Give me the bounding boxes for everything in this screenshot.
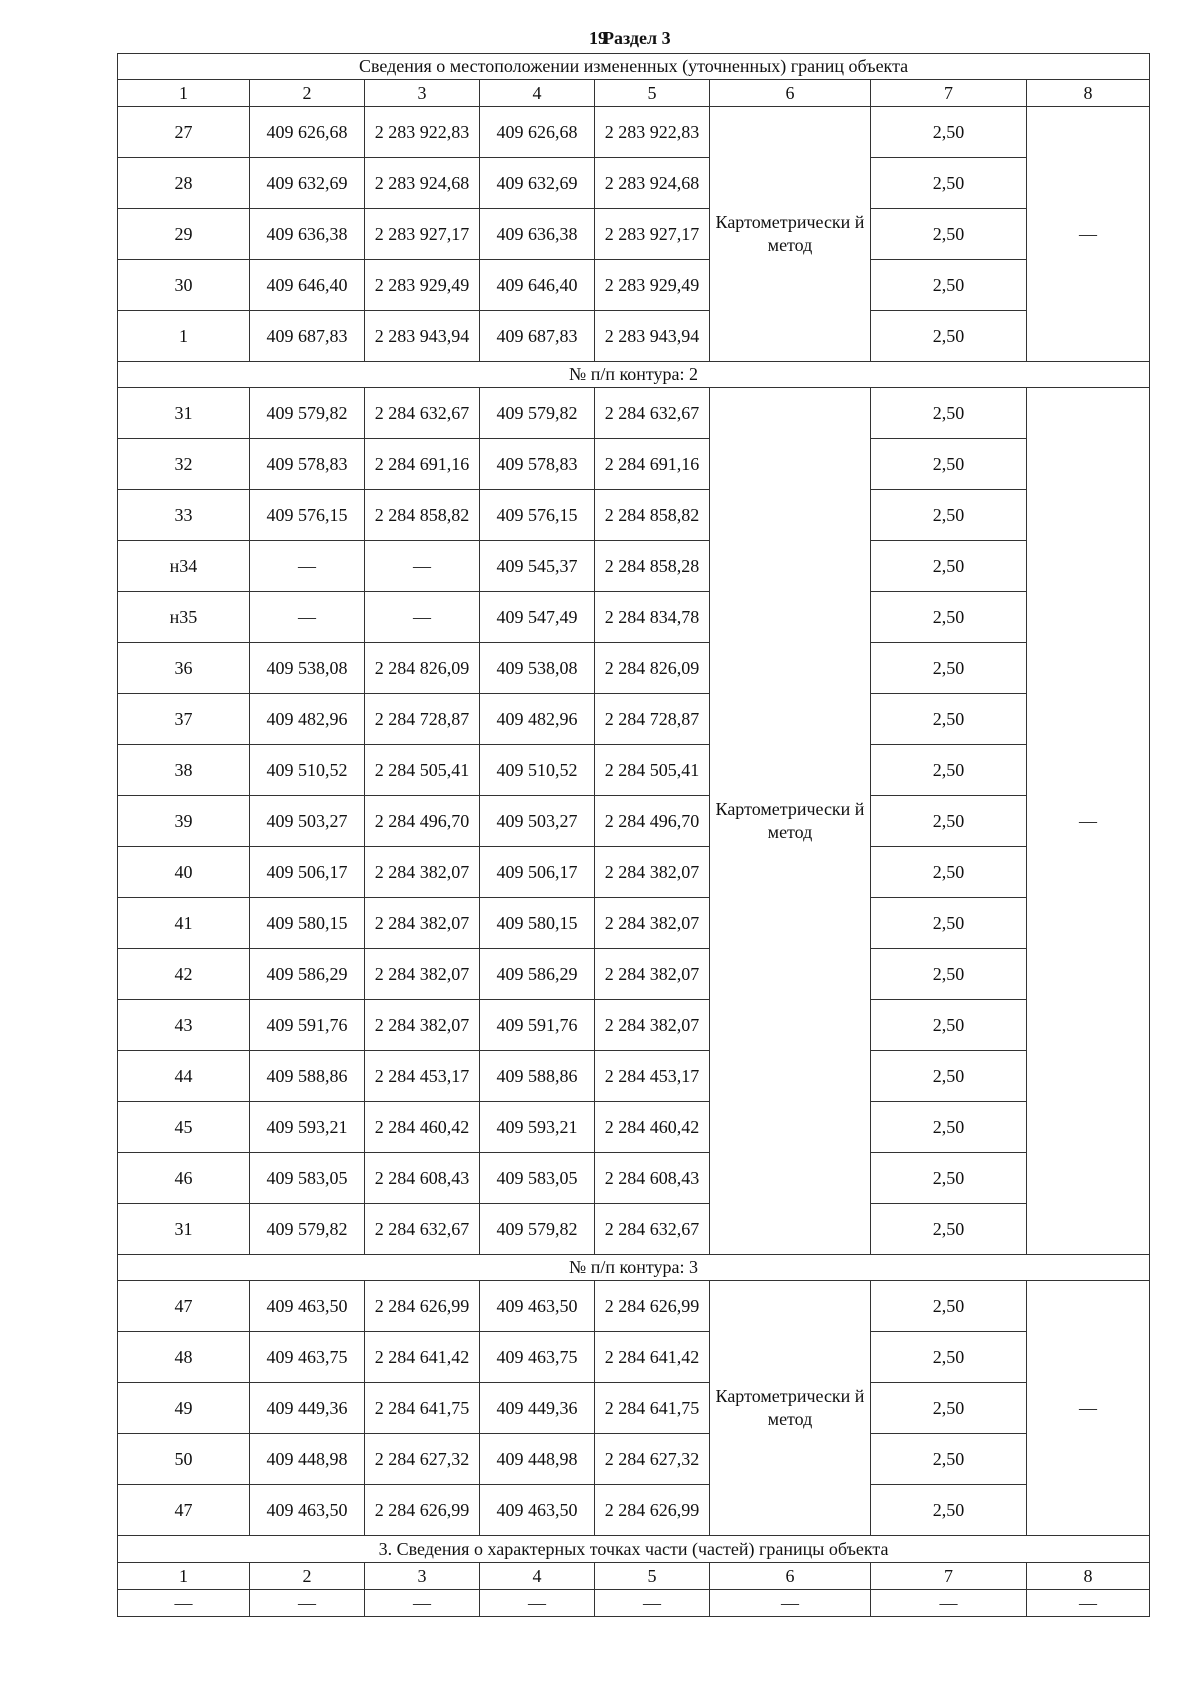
new-y: 2 284 382,07 [595, 949, 710, 1000]
old-y: 2 284 632,67 [365, 388, 480, 439]
new-y: 2 283 927,17 [595, 209, 710, 260]
boundary-points-table [117, 53, 1150, 1617]
new-y: 2 284 826,09 [595, 643, 710, 694]
empty-cell: — [365, 1590, 480, 1617]
new-x: 409 578,83 [480, 439, 595, 490]
table-title-row [118, 54, 1150, 80]
precision-value: 2,50 [871, 694, 1027, 745]
new-x: 409 449,36 [480, 1383, 595, 1434]
table-row [118, 1051, 1150, 1102]
old-x: 409 510,52 [250, 745, 365, 796]
method-cell: Картометрически й метод [710, 107, 871, 362]
new-y: 2 284 382,07 [595, 1000, 710, 1051]
old-y: 2 284 460,42 [365, 1102, 480, 1153]
new-x: 409 448,98 [480, 1434, 595, 1485]
column-number: 6 [710, 1563, 871, 1590]
contour-label: № п/п контура: 2 [118, 362, 1150, 388]
new-x: 409 463,50 [480, 1485, 595, 1536]
precision-value: 2,50 [871, 1051, 1027, 1102]
table-row [118, 1383, 1150, 1434]
point-number: 46 [118, 1153, 250, 1204]
table-row [118, 107, 1150, 158]
precision-value: 2,50 [871, 796, 1027, 847]
new-y: 2 283 922,83 [595, 107, 710, 158]
column-8-cell: — [1027, 388, 1150, 1255]
precision-value: 2,50 [871, 439, 1027, 490]
column-number: 7 [871, 1563, 1027, 1590]
point-number: 40 [118, 847, 250, 898]
table-row [118, 1281, 1150, 1332]
precision-value: 2,50 [871, 1102, 1027, 1153]
new-x: 409 636,38 [480, 209, 595, 260]
point-number: 33 [118, 490, 250, 541]
point-number: 50 [118, 1434, 250, 1485]
old-x: 409 538,08 [250, 643, 365, 694]
point-number: 41 [118, 898, 250, 949]
point-number: н34 [118, 541, 250, 592]
table-row [118, 311, 1150, 362]
new-y: 2 284 834,78 [595, 592, 710, 643]
new-y: 2 284 632,67 [595, 1204, 710, 1255]
precision-value: 2,50 [871, 898, 1027, 949]
old-x: 409 579,82 [250, 1204, 365, 1255]
table-row [118, 643, 1150, 694]
point-number: 36 [118, 643, 250, 694]
table-row [118, 439, 1150, 490]
new-x: 409 580,15 [480, 898, 595, 949]
precision-value: 2,50 [871, 209, 1027, 260]
new-y: 2 284 626,99 [595, 1281, 710, 1332]
new-x: 409 626,68 [480, 107, 595, 158]
table-row [118, 158, 1150, 209]
new-y: 2 284 728,87 [595, 694, 710, 745]
old-y: 2 284 382,07 [365, 847, 480, 898]
old-y: 2 283 927,17 [365, 209, 480, 260]
precision-value: 2,50 [871, 1153, 1027, 1204]
old-y: 2 284 382,07 [365, 949, 480, 1000]
table-row [118, 541, 1150, 592]
old-y: — [365, 592, 480, 643]
precision-value: 2,50 [871, 643, 1027, 694]
new-y: 2 284 627,32 [595, 1434, 710, 1485]
old-x: 409 580,15 [250, 898, 365, 949]
empty-cell: — [250, 1590, 365, 1617]
new-y: 2 284 632,67 [595, 388, 710, 439]
point-number: 45 [118, 1102, 250, 1153]
table-row [118, 898, 1150, 949]
old-x: 409 583,05 [250, 1153, 365, 1204]
precision-value: 2,50 [871, 541, 1027, 592]
new-y: 2 283 929,49 [595, 260, 710, 311]
new-x: 409 583,05 [480, 1153, 595, 1204]
point-number: 31 [118, 1204, 250, 1255]
old-x: 409 626,68 [250, 107, 365, 158]
old-x: 409 449,36 [250, 1383, 365, 1434]
point-number: 32 [118, 439, 250, 490]
old-x: 409 463,50 [250, 1485, 365, 1536]
empty-cell: — [118, 1590, 250, 1617]
new-x: 409 506,17 [480, 847, 595, 898]
old-x: 409 503,27 [250, 796, 365, 847]
old-y: 2 283 922,83 [365, 107, 480, 158]
precision-value: 2,50 [871, 592, 1027, 643]
column-number-row [118, 80, 1150, 107]
precision-value: 2,50 [871, 490, 1027, 541]
old-y: 2 284 641,75 [365, 1383, 480, 1434]
new-x: 409 482,96 [480, 694, 595, 745]
point-number: 28 [118, 158, 250, 209]
old-y: 2 283 943,94 [365, 311, 480, 362]
table-row [118, 1153, 1150, 1204]
point-number: 43 [118, 1000, 250, 1051]
new-x: 409 538,08 [480, 643, 595, 694]
column-8-cell: — [1027, 107, 1150, 362]
precision-value: 2,50 [871, 1000, 1027, 1051]
new-x: 409 588,86 [480, 1051, 595, 1102]
old-x: — [250, 541, 365, 592]
method-cell: Картометрически й метод [710, 1281, 871, 1536]
new-y: 2 284 505,41 [595, 745, 710, 796]
empty-cell: — [871, 1590, 1027, 1617]
old-y: 2 284 505,41 [365, 745, 480, 796]
old-y: 2 284 453,17 [365, 1051, 480, 1102]
column-number: 1 [118, 1563, 250, 1590]
point-number: 49 [118, 1383, 250, 1434]
column-number: 8 [1027, 1563, 1150, 1590]
old-x: 409 588,86 [250, 1051, 365, 1102]
new-y: 2 284 858,28 [595, 541, 710, 592]
new-y: 2 284 641,42 [595, 1332, 710, 1383]
old-y: 2 284 728,87 [365, 694, 480, 745]
precision-value: 2,50 [871, 1281, 1027, 1332]
old-x: 409 463,50 [250, 1281, 365, 1332]
table-row [118, 592, 1150, 643]
column-number: 5 [595, 1563, 710, 1590]
old-x: 409 586,29 [250, 949, 365, 1000]
old-y: 2 284 632,67 [365, 1204, 480, 1255]
contour-label-row [118, 1255, 1150, 1281]
old-y: 2 284 608,43 [365, 1153, 480, 1204]
column-number: 4 [480, 80, 595, 107]
new-x: 409 586,29 [480, 949, 595, 1000]
old-y: 2 284 826,09 [365, 643, 480, 694]
contour-label-row [118, 362, 1150, 388]
old-x: 409 506,17 [250, 847, 365, 898]
precision-value: 2,50 [871, 388, 1027, 439]
point-number: 48 [118, 1332, 250, 1383]
old-x: 409 578,83 [250, 439, 365, 490]
old-y: 2 284 691,16 [365, 439, 480, 490]
old-x: 409 579,82 [250, 388, 365, 439]
column-number: 3 [365, 1563, 480, 1590]
precision-value: 2,50 [871, 1434, 1027, 1485]
section3-title: 3. Сведения о характерных точках части (частей) границы объекта [118, 1536, 1150, 1563]
new-x: 409 632,69 [480, 158, 595, 209]
column-number: 2 [250, 80, 365, 107]
table-row [118, 209, 1150, 260]
old-x: 409 463,75 [250, 1332, 365, 1383]
old-y: 2 284 382,07 [365, 898, 480, 949]
column-number: 8 [1027, 80, 1150, 107]
column-number: 1 [118, 80, 250, 107]
column-number: 4 [480, 1563, 595, 1590]
precision-value: 2,50 [871, 1383, 1027, 1434]
section3-empty-row [118, 1590, 1150, 1617]
table-row [118, 1434, 1150, 1485]
empty-cell: — [595, 1590, 710, 1617]
new-y: 2 284 382,07 [595, 847, 710, 898]
point-number: 1 [118, 311, 250, 362]
new-x: 409 579,82 [480, 388, 595, 439]
table-row [118, 847, 1150, 898]
empty-cell: — [480, 1590, 595, 1617]
old-x: 409 646,40 [250, 260, 365, 311]
empty-cell: — [710, 1590, 871, 1617]
old-y: 2 284 496,70 [365, 796, 480, 847]
point-number: 42 [118, 949, 250, 1000]
old-x: 409 448,98 [250, 1434, 365, 1485]
precision-value: 2,50 [871, 158, 1027, 209]
old-y: 2 284 626,99 [365, 1485, 480, 1536]
point-number: 47 [118, 1281, 250, 1332]
point-number: н35 [118, 592, 250, 643]
old-y: 2 284 627,32 [365, 1434, 480, 1485]
table-row [118, 1332, 1150, 1383]
new-x: 409 503,27 [480, 796, 595, 847]
new-x: 409 687,83 [480, 311, 595, 362]
column-number: 5 [595, 80, 710, 107]
table-row [118, 1000, 1150, 1051]
table-row [118, 745, 1150, 796]
table-row [118, 1204, 1150, 1255]
table-row [118, 694, 1150, 745]
old-x: 409 632,69 [250, 158, 365, 209]
new-y: 2 284 641,75 [595, 1383, 710, 1434]
point-number: 30 [118, 260, 250, 311]
point-number: 29 [118, 209, 250, 260]
precision-value: 2,50 [871, 260, 1027, 311]
table-row [118, 260, 1150, 311]
column-number: 6 [710, 80, 871, 107]
new-x: 409 591,76 [480, 1000, 595, 1051]
old-y: 2 284 382,07 [365, 1000, 480, 1051]
new-x: 409 545,37 [480, 541, 595, 592]
page-number: 19 [589, 28, 607, 48]
column-number: 7 [871, 80, 1027, 107]
new-y: 2 284 382,07 [595, 898, 710, 949]
section3-title-row [118, 1536, 1150, 1563]
section-heading: Раздел 3 [603, 28, 671, 48]
new-y: 2 284 496,70 [595, 796, 710, 847]
old-y: 2 284 641,42 [365, 1332, 480, 1383]
section3-column-number-row [118, 1563, 1150, 1590]
point-number: 38 [118, 745, 250, 796]
point-number: 31 [118, 388, 250, 439]
old-y: — [365, 541, 480, 592]
old-y: 2 284 858,82 [365, 490, 480, 541]
new-y: 2 284 608,43 [595, 1153, 710, 1204]
new-x: 409 463,50 [480, 1281, 595, 1332]
precision-value: 2,50 [871, 1204, 1027, 1255]
new-x: 409 593,21 [480, 1102, 595, 1153]
table-row [118, 796, 1150, 847]
table-row [118, 1485, 1150, 1536]
point-number: 37 [118, 694, 250, 745]
point-number: 47 [118, 1485, 250, 1536]
table-row [118, 388, 1150, 439]
new-y: 2 284 858,82 [595, 490, 710, 541]
new-x: 409 579,82 [480, 1204, 595, 1255]
new-x: 409 576,15 [480, 490, 595, 541]
precision-value: 2,50 [871, 949, 1027, 1000]
old-x: 409 482,96 [250, 694, 365, 745]
table-row [118, 949, 1150, 1000]
method-cell: Картометрически й метод [710, 388, 871, 1255]
precision-value: 2,50 [871, 847, 1027, 898]
new-x: 409 547,49 [480, 592, 595, 643]
old-y: 2 283 924,68 [365, 158, 480, 209]
precision-value: 2,50 [871, 311, 1027, 362]
precision-value: 2,50 [871, 107, 1027, 158]
old-y: 2 284 626,99 [365, 1281, 480, 1332]
table-title: Сведения о местоположении измененных (уточненных) границ объекта [118, 54, 1150, 80]
old-x: 409 593,21 [250, 1102, 365, 1153]
new-y: 2 284 453,17 [595, 1051, 710, 1102]
new-x: 409 463,75 [480, 1332, 595, 1383]
column-number: 2 [250, 1563, 365, 1590]
precision-value: 2,50 [871, 1485, 1027, 1536]
new-x: 409 510,52 [480, 745, 595, 796]
table-row [118, 490, 1150, 541]
old-x: 409 636,38 [250, 209, 365, 260]
old-x: 409 687,83 [250, 311, 365, 362]
old-x: — [250, 592, 365, 643]
point-number: 27 [118, 107, 250, 158]
point-number: 44 [118, 1051, 250, 1102]
new-y: 2 283 943,94 [595, 311, 710, 362]
empty-cell: — [1027, 1590, 1150, 1617]
point-number: 39 [118, 796, 250, 847]
precision-value: 2,50 [871, 745, 1027, 796]
new-y: 2 284 691,16 [595, 439, 710, 490]
column-8-cell: — [1027, 1281, 1150, 1536]
old-x: 409 591,76 [250, 1000, 365, 1051]
new-y: 2 284 460,42 [595, 1102, 710, 1153]
contour-label: № п/п контура: 3 [118, 1255, 1150, 1281]
column-number: 3 [365, 80, 480, 107]
new-y: 2 283 924,68 [595, 158, 710, 209]
old-x: 409 576,15 [250, 490, 365, 541]
new-y: 2 284 626,99 [595, 1485, 710, 1536]
new-x: 409 646,40 [480, 260, 595, 311]
page-header [0, 28, 1200, 54]
table-row [118, 1102, 1150, 1153]
old-y: 2 283 929,49 [365, 260, 480, 311]
precision-value: 2,50 [871, 1332, 1027, 1383]
